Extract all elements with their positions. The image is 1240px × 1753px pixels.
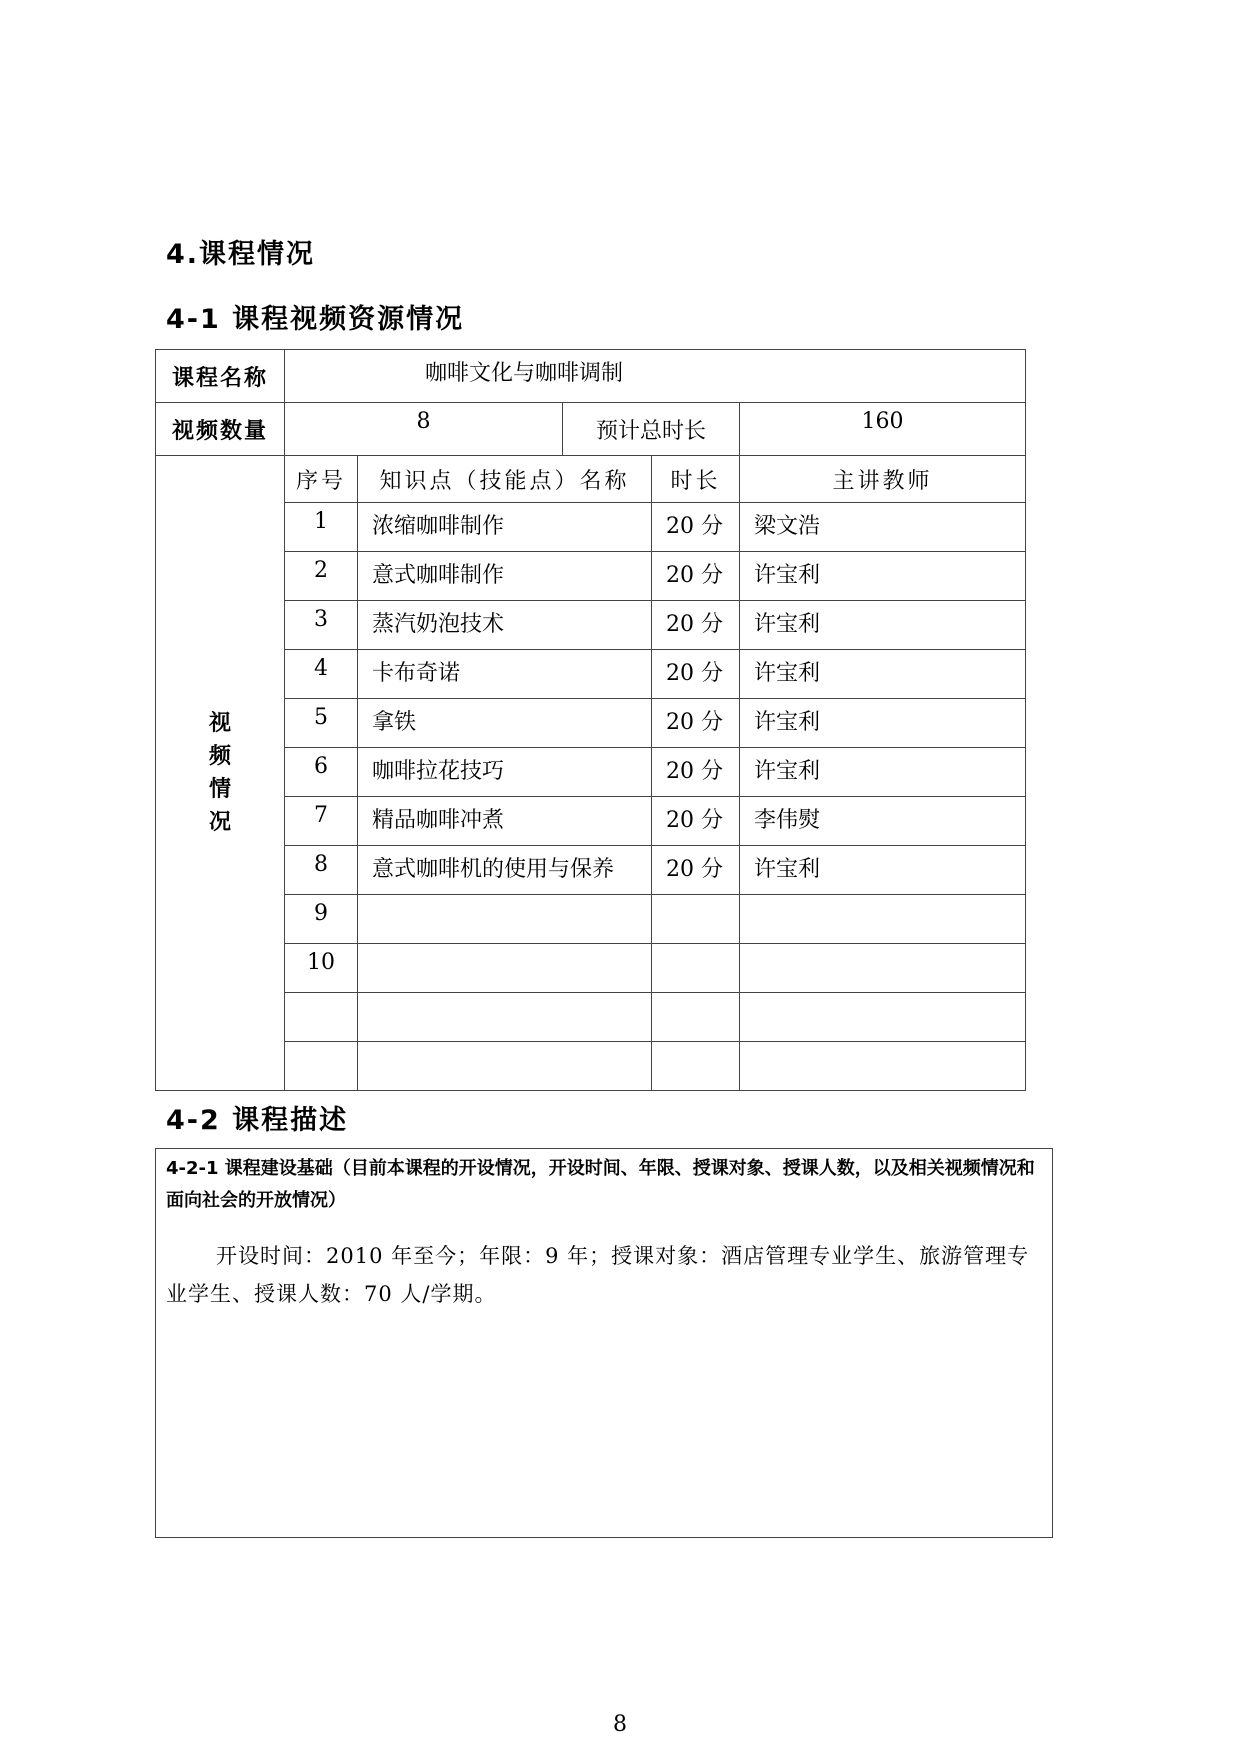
row-teacher: 李伟熨 [740,797,1026,846]
row-topic: 意式咖啡制作 [358,552,652,601]
table-row [156,895,1026,944]
header-topic: 知识点（技能点）名称 [358,456,652,503]
video-resources-table [155,349,1026,1091]
section-heading-course-description: 4-2 课程描述 [166,1105,349,1136]
table-row [156,552,1026,601]
row-teacher [740,1042,1026,1091]
total-duration-label: 预计总时长 [563,403,740,456]
row-no: 3 [285,601,358,650]
video-count-label: 视频数量 [156,403,285,456]
row-no: 10 [285,944,358,993]
row-duration: 20 分 [652,601,740,650]
table-row [156,503,1026,552]
row-topic [358,944,652,993]
table-row [156,846,1026,895]
section-heading-video-resources: 4-1 课程视频资源情况 [166,304,465,335]
table-row [156,1042,1026,1091]
video-count-row [156,403,1026,456]
side-char: 情 [208,777,231,802]
row-teacher: 许宝利 [740,699,1026,748]
row-no: 7 [285,797,358,846]
video-count-value: 8 [285,403,563,456]
course-foundation-body: 开设时间：2010 年至今；年限：9 年；授课对象：酒店管理专业学生、旅游管理专业学生、授课人数：70 人/学期。 [166,1244,1030,1306]
row-teacher [740,993,1026,1042]
table-row [156,601,1026,650]
table-row [156,944,1026,993]
course-foundation-box [155,1148,1053,1538]
row-topic [358,1042,652,1091]
header-teacher: 主讲教师 [740,456,1026,503]
row-topic [358,895,652,944]
header-no: 序号 [285,456,358,503]
side-char: 频 [208,744,231,769]
row-no: 1 [285,503,358,552]
row-teacher: 许宝利 [740,748,1026,797]
row-topic: 拿铁 [358,699,652,748]
row-teacher: 许宝利 [740,650,1026,699]
row-topic: 精品咖啡冲煮 [358,797,652,846]
video-list-header-row [156,456,1026,503]
row-duration: 20 分 [652,503,740,552]
course-name-row [156,350,1026,403]
row-no: 9 [285,895,358,944]
row-topic: 浓缩咖啡制作 [358,503,652,552]
row-no [285,1042,358,1091]
row-no: 6 [285,748,358,797]
row-no: 4 [285,650,358,699]
row-topic: 蒸汽奶泡技术 [358,601,652,650]
row-topic: 卡布奇诺 [358,650,652,699]
row-duration [652,1042,740,1091]
course-name-value: 咖啡文化与咖啡调制 [285,350,1026,403]
row-duration [652,895,740,944]
row-duration: 20 分 [652,552,740,601]
row-duration [652,944,740,993]
row-topic: 咖啡拉花技巧 [358,748,652,797]
row-duration: 20 分 [652,650,740,699]
row-duration [652,993,740,1042]
section-heading-course: 4.课程情况 [166,239,316,270]
side-char: 况 [208,810,231,835]
table-row [156,797,1026,846]
row-no: 5 [285,699,358,748]
total-duration-value: 160 [740,403,1026,456]
table-row [156,748,1026,797]
side-char: 视 [208,711,231,736]
row-teacher [740,895,1026,944]
table-row [156,650,1026,699]
row-teacher: 许宝利 [740,601,1026,650]
row-teacher [740,944,1026,993]
row-duration: 20 分 [652,748,740,797]
table-row [156,699,1026,748]
row-duration: 20 分 [652,846,740,895]
row-teacher: 许宝利 [740,846,1026,895]
table-row [156,993,1026,1042]
course-foundation-title: 4-2-1 课程建设基础（目前本课程的开设情况，开设时间、年限、授课对象、授课人数，以及相关视频情况和面向社会的开放情况） [166,1158,1035,1211]
row-no: 2 [285,552,358,601]
row-topic [358,993,652,1042]
row-no: 8 [285,846,358,895]
row-duration: 20 分 [652,797,740,846]
row-no [285,993,358,1042]
row-teacher: 许宝利 [740,552,1026,601]
header-duration: 时长 [652,456,740,503]
row-teacher: 梁文浩 [740,503,1026,552]
page-number: 8 [613,1712,627,1737]
video-section-label [156,456,285,1091]
row-duration: 20 分 [652,699,740,748]
row-topic: 意式咖啡机的使用与保养 [358,846,652,895]
course-name-label: 课程名称 [156,350,285,403]
